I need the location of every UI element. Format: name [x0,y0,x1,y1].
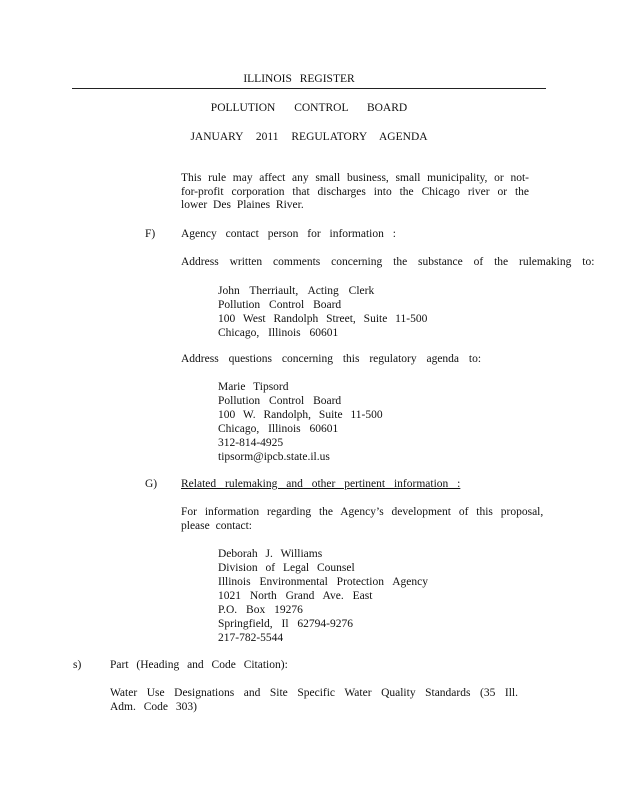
agency-contact [218,547,428,645]
section-f-heading: Agency contact person for information : [181,228,396,240]
questions-intro: Address questions concerning this regulatory agenda to: [181,353,482,365]
address-line: 100 W. Randolph, Suite 11-500 [218,409,383,421]
section-s-label: s) [73,659,82,671]
contact-line: P.O. Box 19276 [218,604,303,616]
header-rule [72,88,546,89]
address-line: Pollution Control Board [218,395,342,407]
email-address: tipsorm@ipcb.state.il.us [218,451,330,463]
address-line: John Therriault, Acting Clerk [218,285,375,297]
address-line: Marie Tipsord [218,381,289,393]
section-s-text: Water Use Designations and Site Specific Water Quality Standards (35 Ill. Adm. Code 303) [110,687,518,713]
phone-number: 217-782-5544 [218,632,284,644]
questions-address [218,380,383,464]
address-line: 100 West Randolph Street, Suite 11-500 [218,313,428,325]
info-line: For information regarding the Agency’s development of this proposal, [181,506,544,518]
board-title: POLLUTION CONTROL BOARD [210,102,408,114]
comments-intro: Address written comments concerning the substance of the rulemaking to: [181,256,595,268]
address-line: Chicago, Illinois 60601 [218,327,339,339]
section-g-label: G) [145,478,158,490]
address-line: Pollution Control Board [218,299,342,311]
section-s-heading: Part (Heading and Code Citation): [110,659,288,671]
contact-line: Illinois Environmental Protection Agency [218,576,428,588]
contact-line: Springfield, Il 62794-9276 [218,618,353,630]
phone-number: 312-814-4925 [218,437,284,449]
contact-line: 1021 North Grand Ave. East [218,590,373,602]
section-f-label: F) [145,228,156,240]
contact-line: Deborah J. Williams [218,548,323,560]
contact-line: Division of Legal Counsel [218,562,355,574]
address-line: Chicago, Illinois 60601 [218,423,339,435]
comments-address [218,284,427,340]
section-g-heading: Related rulemaking and other pertinent information : [181,478,461,490]
intro-paragraph: This rule may affect any small business, small municipality, or not-for-profit corporation that discharges into the Chicago river or the lower Des Plaines River. [181,172,529,211]
info-line: please contact: [181,520,253,532]
register-title: ILLINOIS REGISTER [243,73,355,85]
agenda-title: JANUARY 2011 REGULATORY AGENDA [190,131,428,143]
